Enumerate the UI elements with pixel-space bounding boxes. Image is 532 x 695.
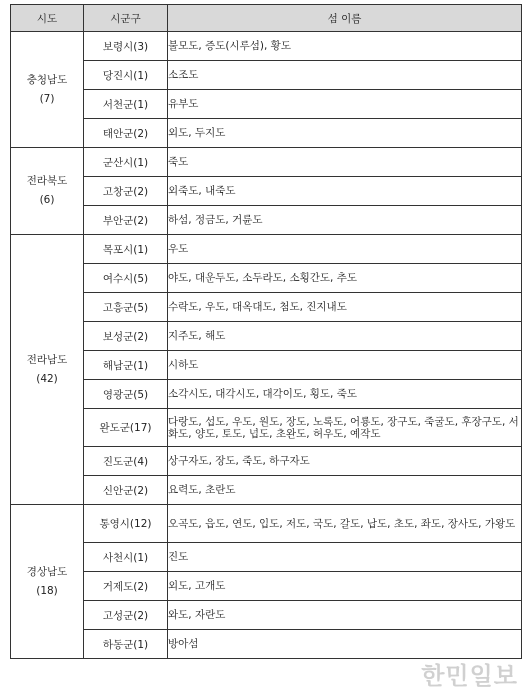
table-body bbox=[11, 32, 522, 659]
district-cell: 여수시(5) bbox=[84, 264, 168, 293]
province-name: 전라남도 bbox=[26, 353, 68, 366]
table-row bbox=[11, 119, 522, 148]
table-row bbox=[11, 543, 522, 572]
province-count: (6) bbox=[39, 194, 55, 206]
table-row bbox=[11, 601, 522, 630]
header-islands: 섬 이름 bbox=[168, 5, 522, 32]
island-names-cell: 요력도, 초란도 bbox=[168, 476, 522, 505]
table-row bbox=[11, 505, 522, 543]
table-row bbox=[11, 572, 522, 601]
table-row bbox=[11, 61, 522, 90]
district-cell: 고흥군(5) bbox=[84, 293, 168, 322]
island-names-cell: 외도, 두지도 bbox=[168, 119, 522, 148]
province-cell bbox=[11, 505, 84, 659]
island-names-cell: 진도 bbox=[168, 543, 522, 572]
island-names-cell: 죽도 bbox=[168, 148, 522, 177]
district-cell: 보령시(3) bbox=[84, 32, 168, 61]
island-names-cell: 지주도, 해도 bbox=[168, 322, 522, 351]
island-names-cell: 시하도 bbox=[168, 351, 522, 380]
table-row bbox=[11, 322, 522, 351]
province-name: 전라북도 bbox=[26, 175, 68, 187]
island-names-cell: 우도 bbox=[168, 235, 522, 264]
island-names-cell: 수락도, 우도, 대옥대도, 첨도, 진지내도 bbox=[168, 293, 522, 322]
header-province: 시도 bbox=[11, 5, 84, 32]
table-row bbox=[11, 630, 522, 659]
table-row bbox=[11, 148, 522, 177]
district-cell: 서천군(1) bbox=[84, 90, 168, 119]
table-row bbox=[11, 351, 522, 380]
province-cell bbox=[11, 235, 84, 505]
district-cell: 해남군(1) bbox=[84, 351, 168, 380]
district-cell: 통영시(12) bbox=[84, 505, 168, 543]
table-row bbox=[11, 476, 522, 505]
district-cell: 하동군(1) bbox=[84, 630, 168, 659]
watermark-logo: 한민일보 bbox=[421, 662, 518, 690]
district-cell: 완도군(17) bbox=[84, 409, 168, 447]
province-count: (7) bbox=[39, 92, 55, 105]
table-row bbox=[11, 293, 522, 322]
district-cell: 부안군(2) bbox=[84, 206, 168, 235]
table-row bbox=[11, 264, 522, 293]
district-cell: 목포시(1) bbox=[84, 235, 168, 264]
province-name: 경상남도 bbox=[26, 565, 68, 578]
district-cell: 보성군(2) bbox=[84, 322, 168, 351]
district-cell: 신안군(2) bbox=[84, 476, 168, 505]
table-row bbox=[11, 206, 522, 235]
table-row bbox=[11, 32, 522, 61]
island-names-cell: 불모도, 증도(시루섬), 황도 bbox=[168, 32, 522, 61]
island-names-cell: 하섬, 정금도, 거륜도 bbox=[168, 206, 522, 235]
header-district: 시군구 bbox=[84, 5, 168, 32]
table-row bbox=[11, 380, 522, 409]
province-name: 충청남도 bbox=[26, 73, 68, 86]
province-count: (42) bbox=[36, 372, 58, 385]
table-row bbox=[11, 447, 522, 476]
island-names-cell: 소각시도, 대각시도, 대각이도, 횡도, 죽도 bbox=[168, 380, 522, 409]
header-row bbox=[11, 5, 522, 32]
island-names-cell: 외죽도, 내죽도 bbox=[168, 177, 522, 206]
island-names-cell: 오곡도, 읍도, 연도, 입도, 저도, 국도, 갈도, 납도, 초도, 좌도, 장사도, 가왕도 bbox=[168, 505, 522, 543]
district-cell: 사천시(1) bbox=[84, 543, 168, 572]
district-cell: 당진시(1) bbox=[84, 61, 168, 90]
table-row bbox=[11, 177, 522, 206]
province-cell bbox=[11, 148, 84, 235]
island-names-cell: 방아섬 bbox=[168, 630, 522, 659]
district-cell: 진도군(4) bbox=[84, 447, 168, 476]
table-row bbox=[11, 90, 522, 119]
province-cell bbox=[11, 32, 84, 148]
island-names-cell: 와도, 자란도 bbox=[168, 601, 522, 630]
district-cell: 군산시(1) bbox=[84, 148, 168, 177]
district-cell: 영광군(5) bbox=[84, 380, 168, 409]
island-names-cell: 외도, 고개도 bbox=[168, 572, 522, 601]
island-names-cell: 유부도 bbox=[168, 90, 522, 119]
district-cell: 태안군(2) bbox=[84, 119, 168, 148]
district-cell: 거제도(2) bbox=[84, 572, 168, 601]
island-table bbox=[10, 4, 522, 659]
island-names-cell: 야도, 대운두도, 소두라도, 소횡간도, 추도 bbox=[168, 264, 522, 293]
island-names-cell: 소조도 bbox=[168, 61, 522, 90]
island-names-cell: 다랑도, 섭도, 우도, 원도, 장도, 노록도, 어룡도, 장구도, 죽굴도, 후장구도, 서화도, 양도, 토도, 넙도, 초완도, 허우도, 예작도 bbox=[168, 409, 522, 447]
district-cell: 고성군(2) bbox=[84, 601, 168, 630]
table-row bbox=[11, 409, 522, 447]
table-row bbox=[11, 235, 522, 264]
island-names-cell: 상구자도, 장도, 죽도, 하구자도 bbox=[168, 447, 522, 476]
district-cell: 고창군(2) bbox=[84, 177, 168, 206]
province-count: (18) bbox=[36, 584, 58, 597]
